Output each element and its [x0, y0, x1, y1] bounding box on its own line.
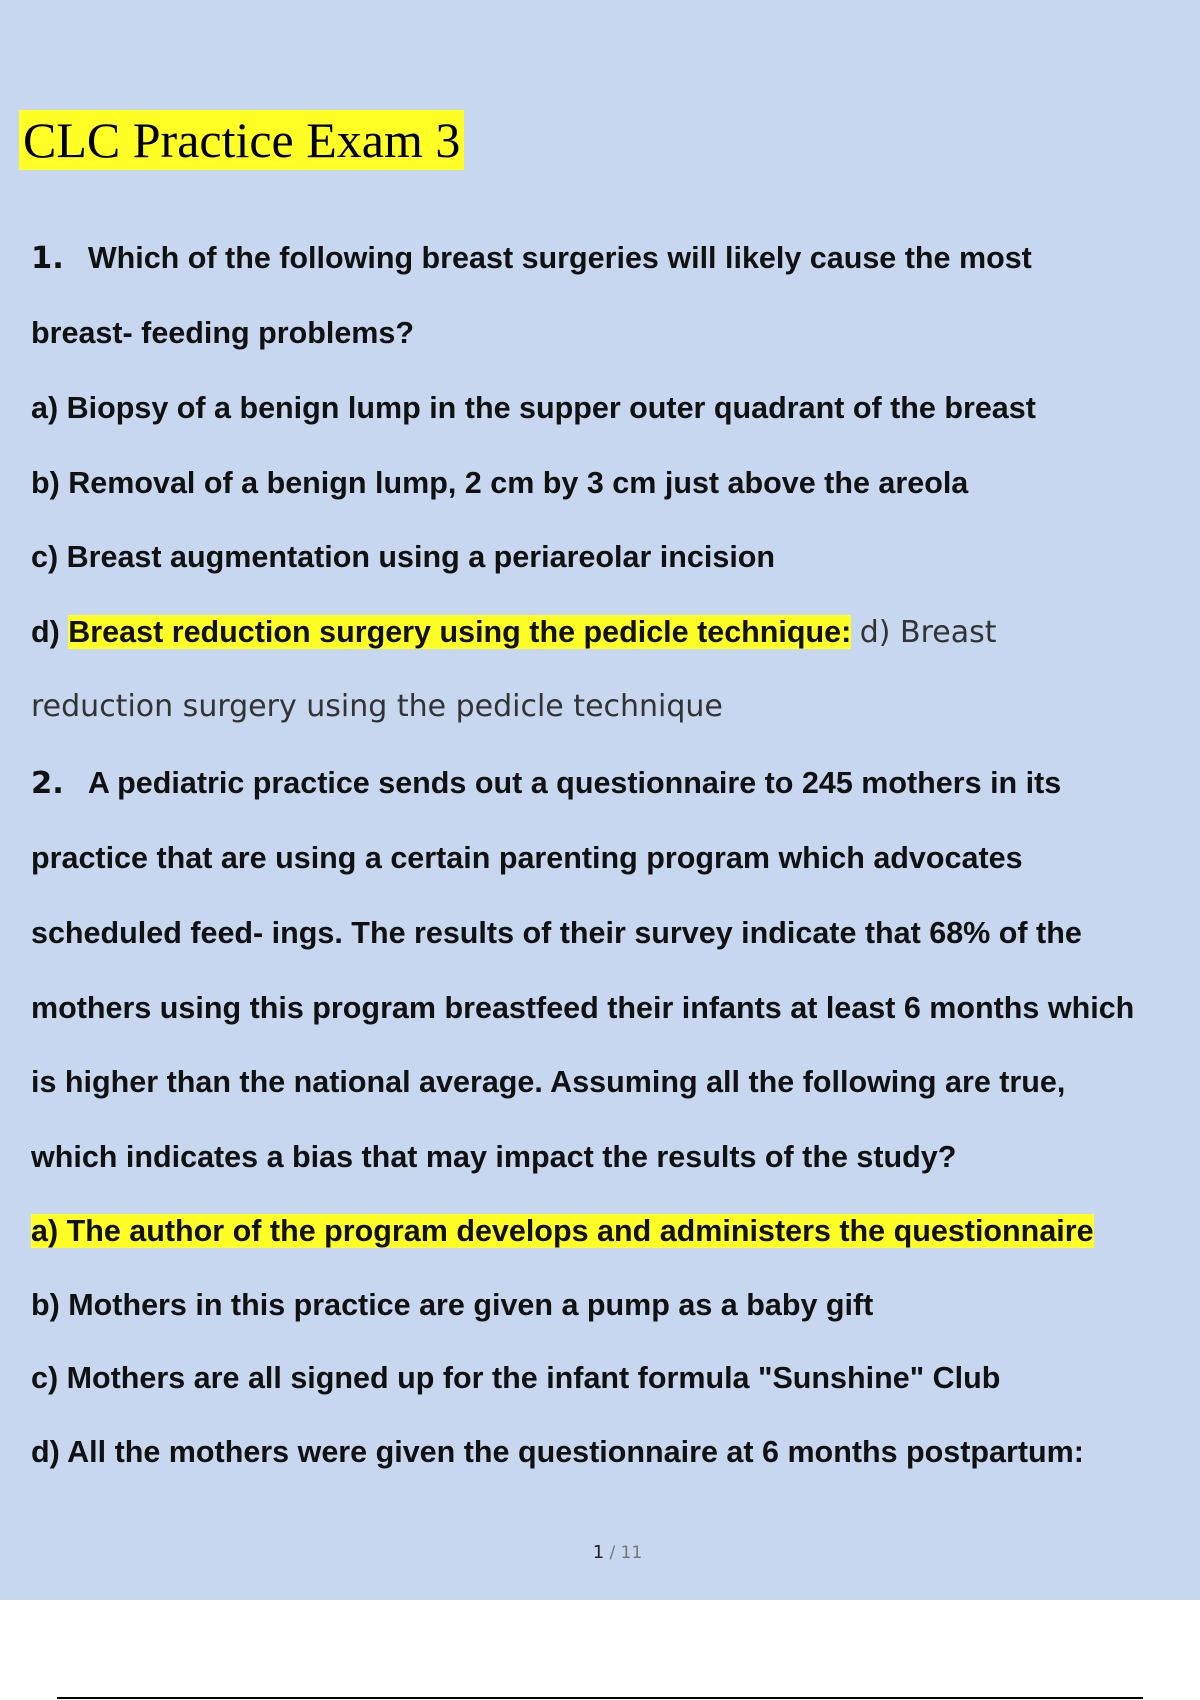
question-1-option-d: [31, 612, 997, 652]
question-2-stem-line-5: is higher than the national average. Assuming all the following are true,: [31, 1065, 1066, 1099]
question-2-answer-highlight: a) The author of the program develops and administers the questionnaire: [31, 1214, 1094, 1248]
question-1-option-c: c) Breast augmentation using a periareolar incision: [31, 540, 776, 574]
question-1-answer-highlight: Breast reduction surgery using the pedicle technique:: [68, 615, 852, 649]
question-2-option-b: b) Mothers in this practice are given a pump as a baby gift: [31, 1288, 874, 1322]
question-1-option-a: a) Biopsy of a benign lump in the supper outer quadrant of the breast: [31, 391, 1036, 425]
question-1-line-1: [31, 238, 1032, 278]
question-2-stem-line-4: mothers using this program breastfeed their infants at least 6 months which: [31, 991, 1135, 1025]
question-1-option-b: b) Removal of a benign lump, 2 cm by 3 cm just above the areola: [31, 466, 969, 500]
document-title: CLC Practice Exam 3: [19, 110, 464, 170]
question-2-option-a: [31, 1211, 1094, 1251]
question-2-stem-line-2: practice that are using a certain parenting program which advocates: [31, 841, 1023, 875]
page-total: / 11: [609, 1543, 643, 1563]
question-2-stem-line-1: A pediatric practice sends out a questionnaire to 245 mothers in its: [87, 766, 1062, 800]
page-divider: [57, 1697, 1143, 1699]
question-1-answer-line-2: [31, 686, 723, 726]
question-2-stem-line-6: which indicates a bias that may impact the results of the study?: [31, 1140, 957, 1174]
question-1-answer-prefix: d): [31, 615, 60, 649]
question-1-answer-plain-1: d) Breast: [859, 615, 997, 650]
page-indicator: [0, 1542, 1200, 1563]
question-1-answer-plain-2: reduction surgery using the pedicle technique: [31, 689, 723, 724]
question-1-stem-line-1: Which of the following breast surgeries will likely cause the most: [87, 241, 1032, 275]
question-2-stem-line-3: scheduled feed- ings. The results of their survey indicate that 68% of the: [31, 916, 1082, 950]
question-1-number: 1.: [31, 241, 64, 276]
question-2-option-c: c) Mothers are all signed up for the infant formula "Sunshine" Club: [31, 1361, 1001, 1395]
question-1-stem-line-2: breast- feeding problems?: [31, 316, 415, 350]
question-2-number: 2.: [31, 766, 64, 801]
page-current: 1: [592, 1542, 605, 1563]
question-2-line-1: [31, 763, 1061, 803]
question-2-option-d: d) All the mothers were given the questionnaire at 6 months postpartum:: [31, 1435, 1084, 1469]
